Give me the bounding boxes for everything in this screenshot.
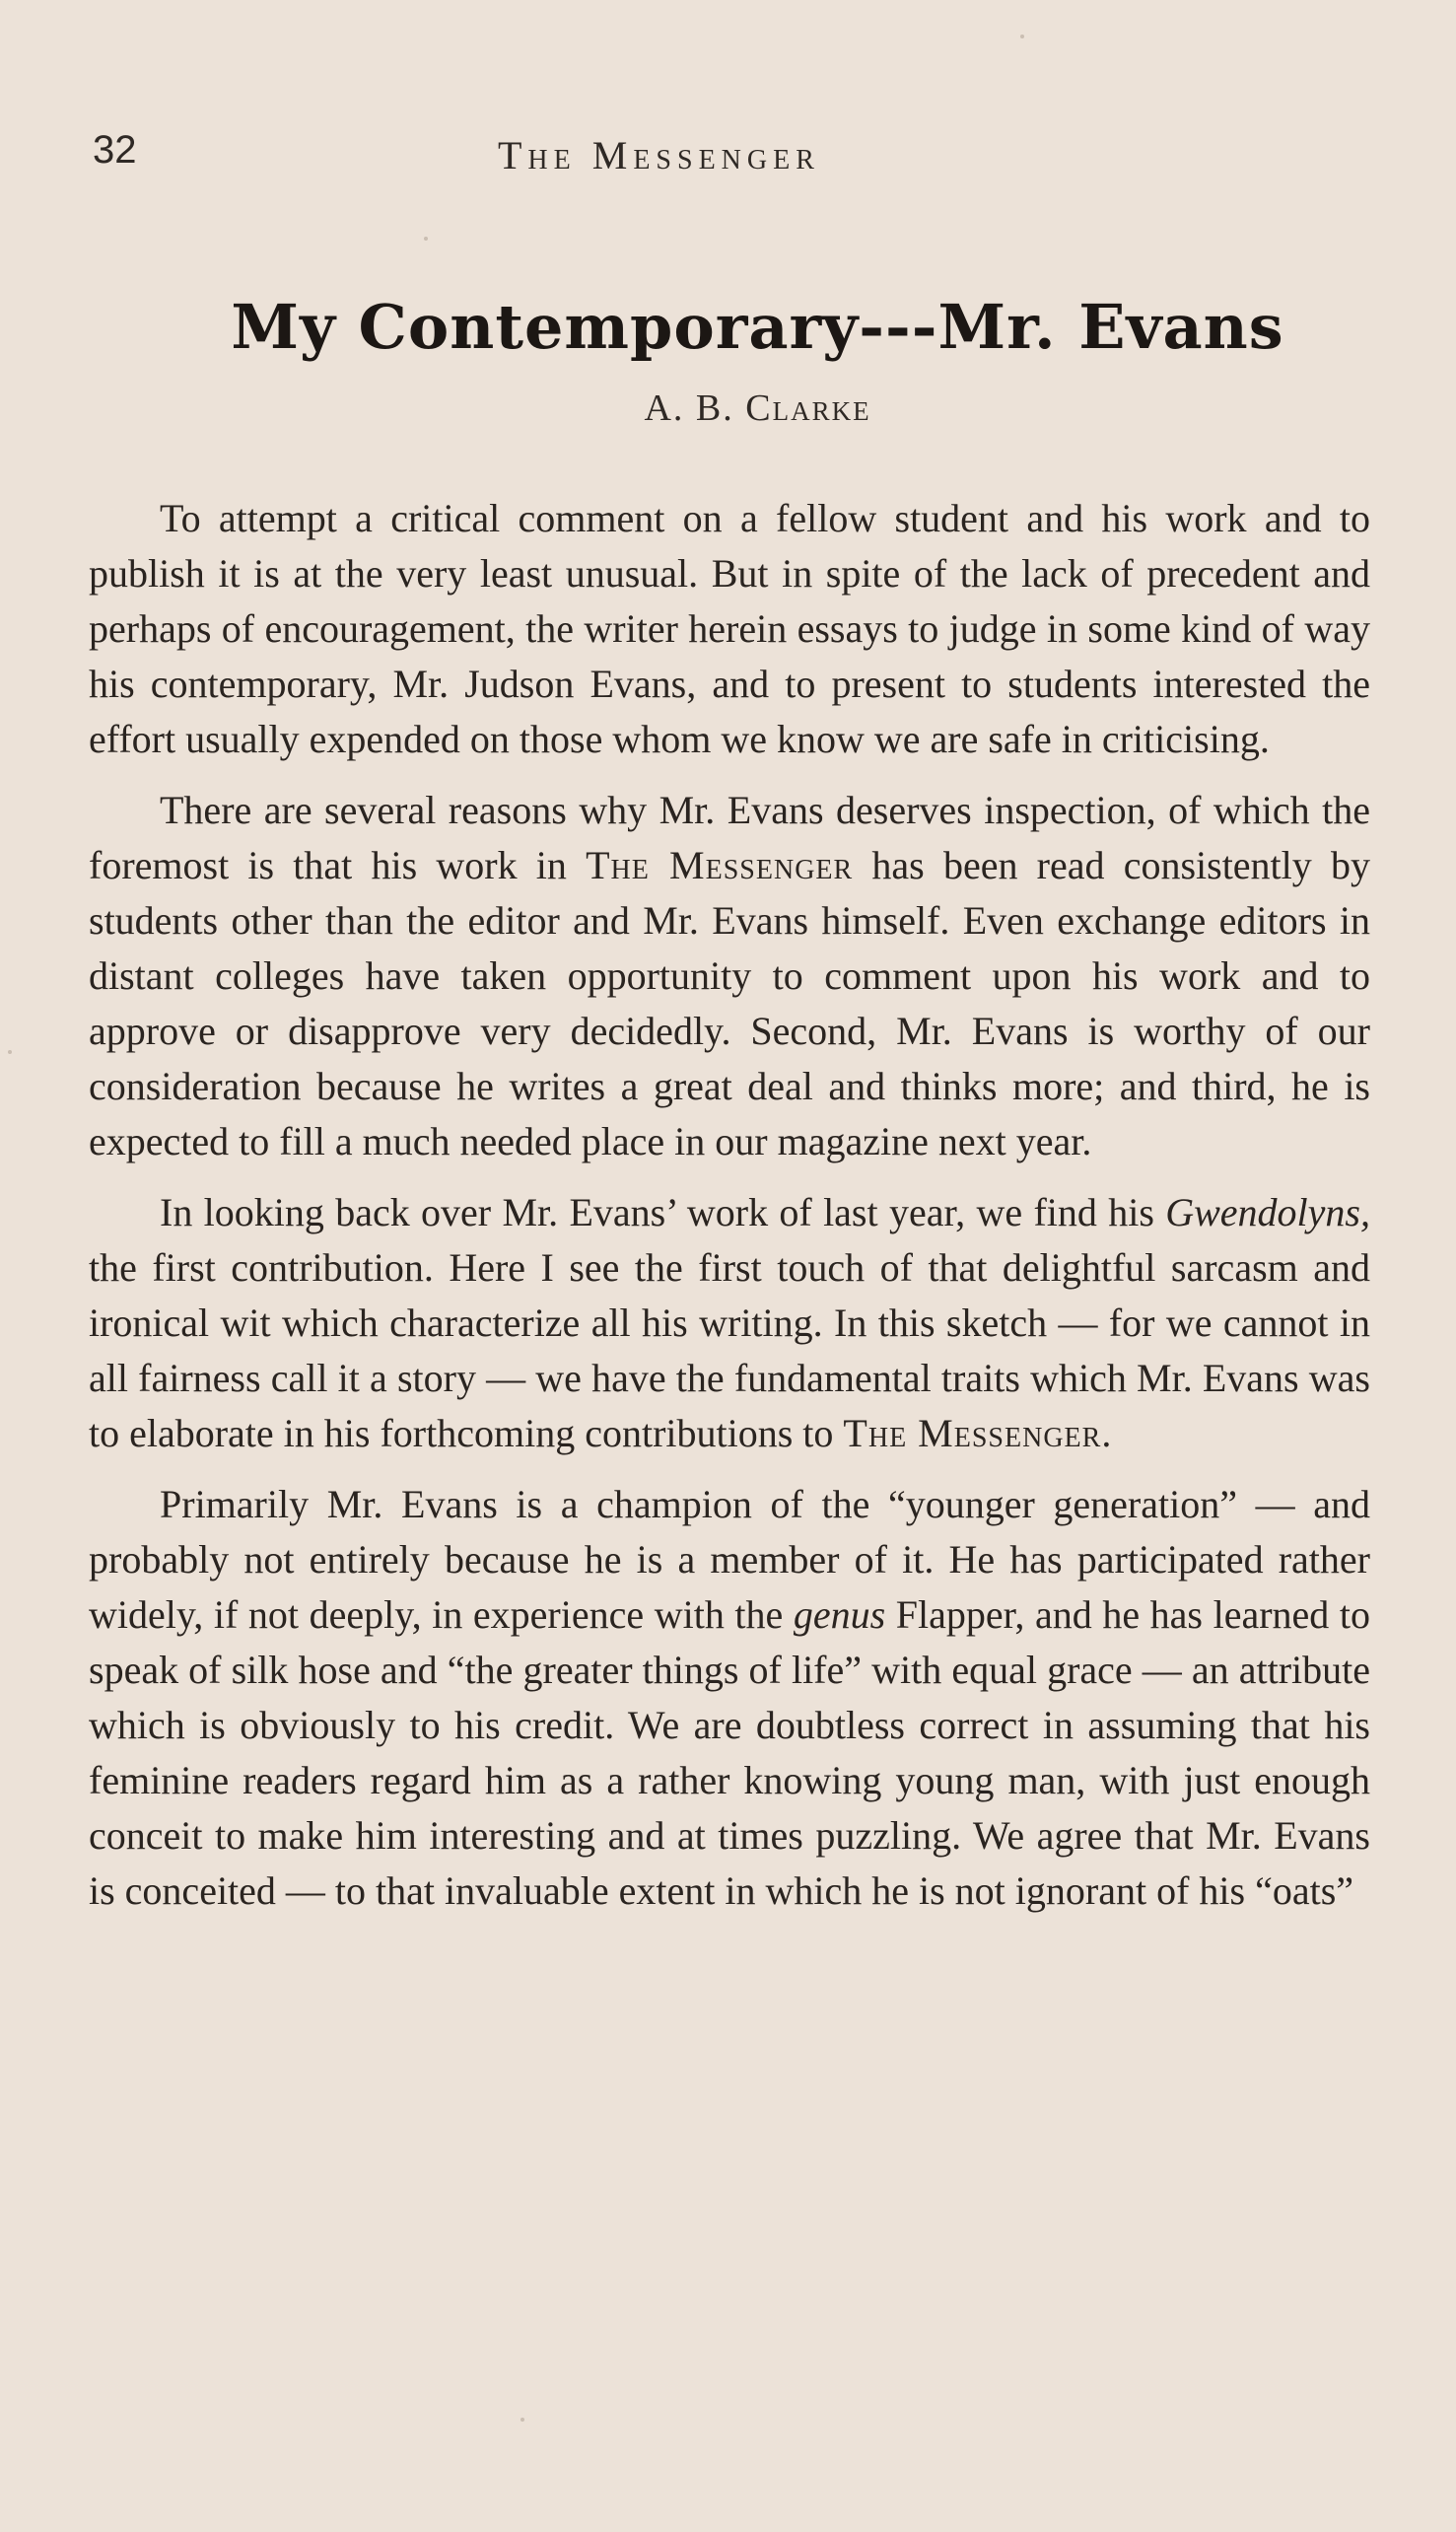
- paragraph-2-text-a: There are several reasons why Mr. Evans deserves inspection, of which the foremost is that his work in: [89, 788, 1370, 887]
- paragraph-2: [89, 783, 1370, 1169]
- paragraph-3-text-a: In looking back over Mr. Evans’ work of last year, we find his: [160, 1190, 1166, 1234]
- paragraph-4-text-a: Primarily Mr. Evans is a champion of the “younger generation” — and probably not entirely because he is a member of it. He has participated rather widely, if not deeply, in experience with the: [89, 1482, 1370, 1637]
- paragraph-2-text-b: has been read consistently by students other than the editor and Mr. Evans himself. Even exchange editors in distant colleges have taken opportunity to comment upon his work and to approve or disapprove very decidedly. Second, Mr. Evans is worthy of our consideration because he writes a great deal and thinks more; and third, he is expected to fill a much needed place in our magazine next year.: [89, 843, 1370, 1163]
- paper-speck: [520, 2418, 524, 2422]
- paragraph-3-text-b: the first contribution. Here I see the first touch of that delightful sarcasm and ironical wit which characterize all his writing. In this sketch — for we cannot in all fairness call it a story — we have the fundamental traits which Mr. Evans was to elaborate in his forthcoming contributions to: [89, 1245, 1370, 1455]
- article-author: A. B. Clarke: [644, 387, 871, 429]
- article-body: [89, 491, 1370, 1934]
- paragraph-4-italic-word: genus: [793, 1592, 886, 1637]
- page-number: 32: [93, 128, 137, 172]
- paragraph-4-text-b: Flapper, and he has learned to speak of silk hose and “the greater things of life” with equal grace — an attribute which is obviously to his credit. We are doubtless correct in assuming that his feminine readers regard him as a rather knowing young man, with just enough conceit to make him interesting and at times puzzling. We agree that Mr. Evans is conceited — to that invaluable extent in which he is not ignorant of his “oats”: [89, 1592, 1370, 1913]
- paper-speck: [8, 1050, 12, 1054]
- running-head: The Messenger: [498, 133, 820, 177]
- paragraph-3: [89, 1185, 1370, 1461]
- paragraph-3-italic-title: Gwendolyns,: [1165, 1190, 1370, 1234]
- paper-speck: [424, 237, 428, 241]
- paragraph-3-magazine-name: The Messenger.: [843, 1411, 1113, 1455]
- paragraph-4: [89, 1477, 1370, 1919]
- paragraph-2-magazine-name: The Messenger: [586, 843, 854, 887]
- paragraph-1-text: To attempt a critical comment on a fellow student and his work and to publish it is at the very least unusual. But in spite of the lack of precedent and perhaps of encouragement, the writer herein essays to judge in some kind of way his contemporary, Mr. Judson Evans, and to present to students interested the effort usually expended on those whom we know we are safe in criticising.: [89, 496, 1370, 761]
- paper-speck: [1020, 35, 1024, 38]
- article-title: My Contemporary---Mr. Evans: [231, 291, 1284, 363]
- paragraph-1: [89, 491, 1370, 767]
